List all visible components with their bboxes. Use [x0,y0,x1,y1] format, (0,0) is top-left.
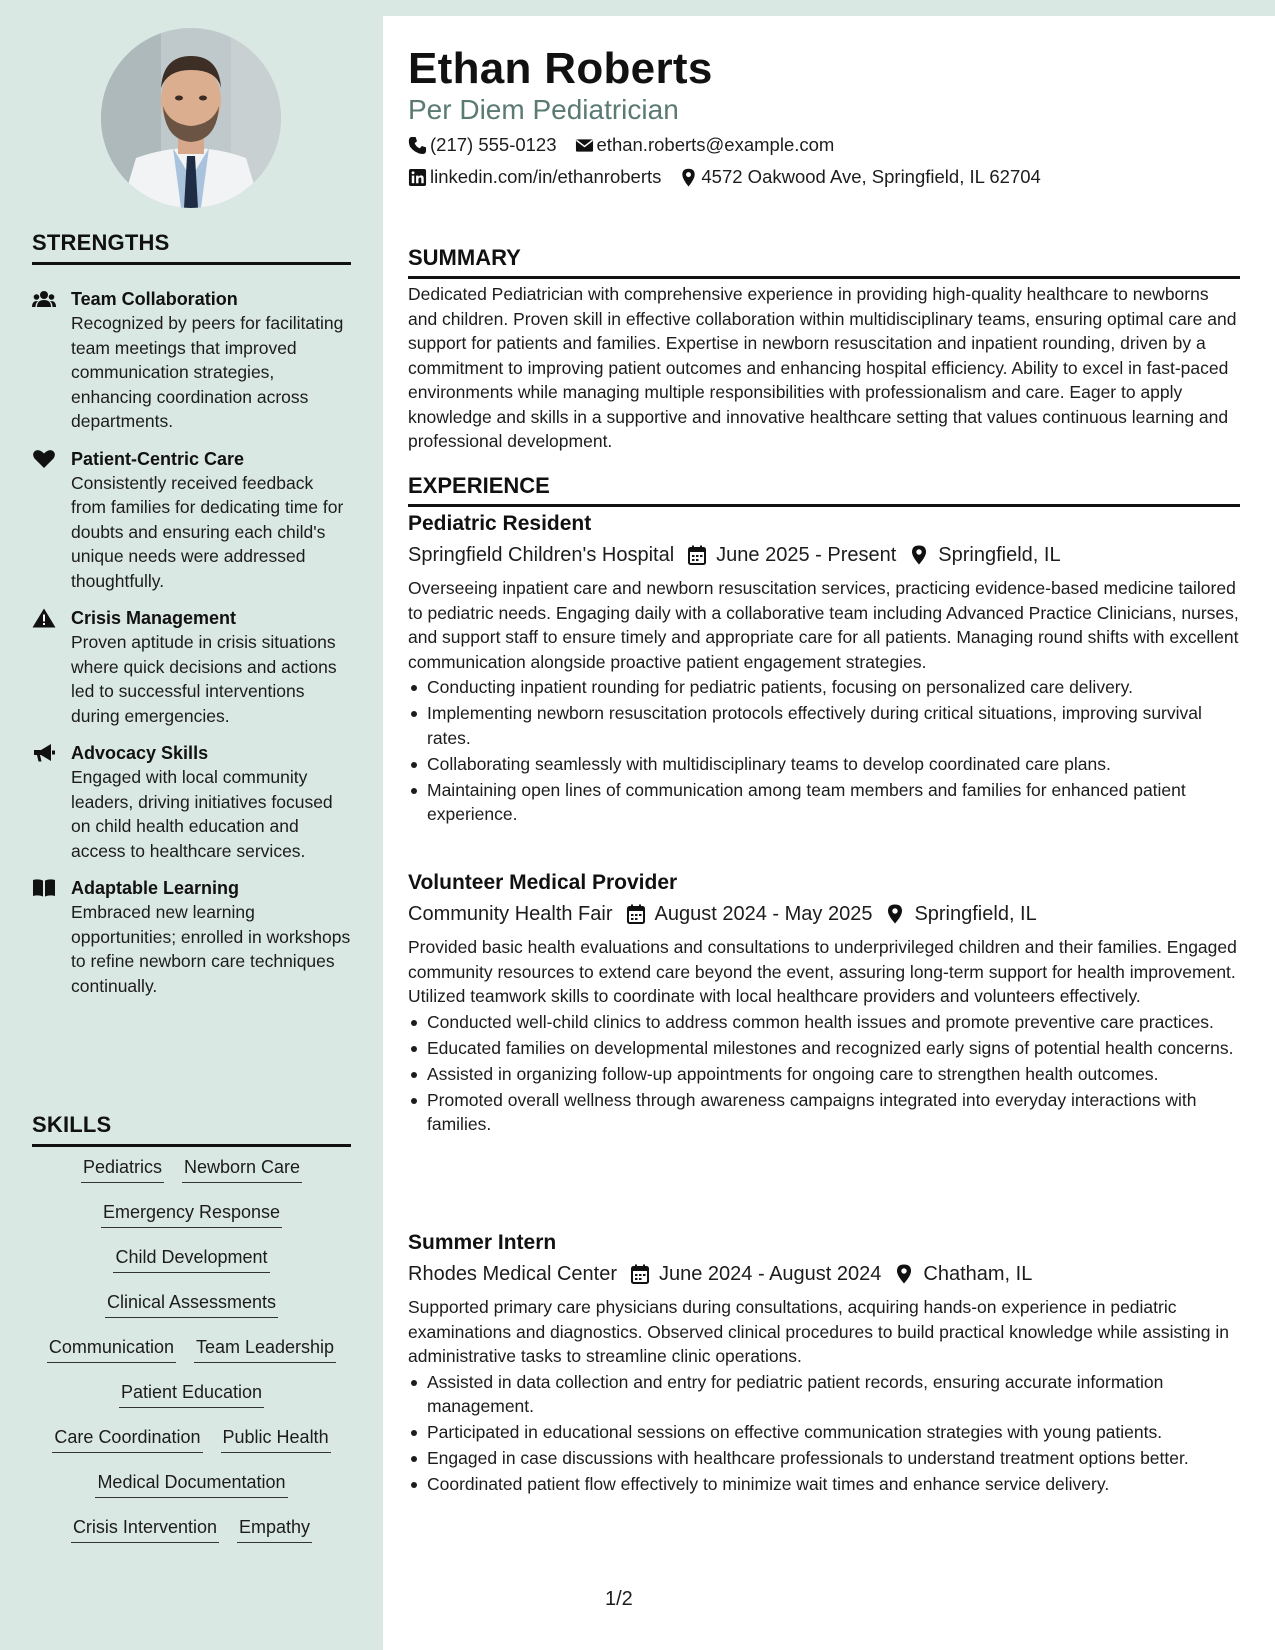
skills-row [32,1380,351,1425]
strength-desc: Recognized by peers for facilitating team meetings that improved communication strategies, enhancing coordination across departments. [71,313,344,431]
strength-desc: Engaged with local community leaders, driving initiatives focused on child health education and access to healthcare services. [71,767,333,861]
calendar-icon [688,545,706,565]
contact-row [408,166,1059,188]
calendar-icon [627,904,645,924]
job-location: Springfield, IL [914,903,1037,925]
job-bullet: Assisted in organizing follow-up appointments for ongoing care to strengthen health outcomes. [408,1062,1240,1087]
skills-list [32,1155,351,1560]
job-entry [408,510,1240,828]
job-description: Supported primary care physicians during consultations, acquiring hands-on experience in pediatric examinations and diagnostics. Observed clinical procedures to build practical knowledge while assisting in administrative tasks to streamline clinic operations. [408,1297,1229,1366]
job-bullet: Assisted in data collection and entry for pediatric patient records, ensuring accurate information management. [408,1370,1240,1419]
strength-desc: Embraced new learning opportunities; enrolled in workshops to refine newborn care techniques continually. [71,902,351,996]
job-description: Overseeing inpatient care and newborn resuscitation services, practicing evidence-based medicine tailored to pediatric needs. Engaging daily with a collaborative team including Advanced Practice Clinicians, nurses, and support staff to ensure timely and appropriate care for all patients. Managing round shifts with excellent communication alongside proactive patient engagement strategies. [408,578,1239,672]
skill-tag: Care Coordination [52,1425,202,1453]
job-bullets [408,1010,1240,1137]
sidebar [0,0,383,1650]
skills-row [32,1470,351,1515]
strength-item [32,447,352,594]
job-description: Provided basic health evaluations and consultations to underprivileged children and their families. Engaged community resources to extend care beyond the event, assuring long-term support for health improvement. Utilized teamwork skills to coordinate with local healthcare providers and volunteers effectively. [408,937,1237,1006]
job-bullet: Collaborating seamlessly with multidisciplinary teams to develop coordinated care plans. [408,752,1240,777]
experience-heading: EXPERIENCE [408,473,1240,507]
skill-tag: Empathy [237,1515,312,1543]
phone-icon [408,136,427,155]
skill-tag: Public Health [221,1425,331,1453]
book-icon [32,878,56,898]
skill-tag: Child Development [113,1245,269,1273]
warning-icon [32,608,56,628]
map-pin-icon [910,545,928,565]
main-content [383,16,1275,1650]
job-organization: Rhodes Medical Center [408,1263,617,1285]
strength-title: Advocacy Skills [71,743,209,763]
job-bullet: Implementing newborn resuscitation protocols effectively during critical situations, improving survival rates. [408,701,1240,750]
map-pin-icon [886,904,904,924]
address-contact [679,166,1040,188]
job-dates: June 2024 - August 2024 [659,1263,882,1285]
email-text: ethan.roberts@example.com [596,134,835,155]
skill-tag: Clinical Assessments [105,1290,278,1318]
skill-tag: Medical Documentation [95,1470,287,1498]
job-meta [408,899,1240,929]
skill-tag: Communication [47,1335,176,1363]
skills-heading: SKILLS [32,1112,351,1147]
profile-photo [101,28,281,208]
skill-tag: Pediatrics [81,1155,164,1183]
strength-item [32,741,352,863]
strengths-list [32,287,352,1011]
job-bullet: Conducted well-child clinics to address common health issues and promote preventive care practices. [408,1010,1240,1035]
summary-text: Dedicated Pediatrician with comprehensive experience in providing high-quality healthcare to newborns and children. Proven skill in effective collaboration within multidisciplinary teams, ensuring optimal care and support for patients and families. Expertise in newborn resuscitation and inpatient rounding, driven by a commitment to improving patient outcomes and enhancing hospital efficiency. Ability to excel in fast-paced environments while managing multiple responsibilities with professionalism and care. Eager to apply knowledge and skills in a supportive and innovative healthcare setting that values continuous learning and professional development. [408,284,1237,451]
summary-heading: SUMMARY [408,245,1240,279]
candidate-name: Ethan Roberts [408,44,713,93]
job-bullet: Conducting inpatient rounding for pediatric patients, focusing on personalized care delivery. [408,675,1240,700]
strengths-heading: STRENGTHS [32,230,351,265]
skill-tag: Newborn Care [182,1155,302,1183]
users-icon [32,289,56,309]
strength-title: Crisis Management [71,608,237,628]
strength-item [32,287,352,434]
job-organization: Community Health Fair [408,903,613,925]
contact-row [408,134,852,156]
linkedin-contact[interactable] [408,166,661,188]
strength-item [32,606,352,728]
strength-desc: Consistently received feedback from families for dedicating time for doubts and ensuring each child's unique needs were addressed thoughtfully. [71,472,344,591]
skills-row [32,1200,351,1245]
skill-tag: Team Leadership [194,1335,336,1363]
skills-row [32,1335,351,1380]
job-bullets [408,675,1240,827]
candidate-role: Per Diem Pediatrician [408,94,679,125]
avatar [101,28,281,208]
skills-row [32,1290,351,1335]
address-text: 4572 Oakwood Ave, Springfield, IL 62704 [701,166,1041,187]
map-pin-icon [679,168,698,187]
job-bullet: Participated in educational sessions on effective communication strategies with young patients. [408,1420,1240,1445]
skills-row [32,1515,351,1560]
job-location: Chatham, IL [923,1263,1033,1285]
job-bullet: Engaged in case discussions with healthcare professionals to understand treatment options better. [408,1446,1240,1471]
skills-row [32,1245,351,1290]
job-dates: August 2024 - May 2025 [654,903,873,925]
job-title: Pediatric Resident [408,512,592,535]
phone-text: (217) 555-0123 [430,134,557,155]
skill-tag: Patient Education [119,1380,264,1408]
job-entry [408,869,1240,1138]
job-bullets [408,1370,1240,1497]
linkedin-text: linkedin.com/in/ethanroberts [430,166,662,187]
email-contact[interactable] [575,134,835,156]
envelope-icon [575,136,594,155]
strength-title: Team Collaboration [71,289,238,309]
job-meta [408,1259,1240,1289]
strength-item [32,876,352,998]
skills-row [32,1155,351,1200]
job-bullet: Promoted overall wellness through awareness campaigns integrated into everyday interactions with families. [408,1088,1240,1137]
linkedin-icon [408,168,427,187]
strength-title: Adaptable Learning [71,878,240,898]
map-pin-icon [895,1264,913,1284]
calendar-icon [631,1264,649,1284]
job-bullet: Coordinated patient flow effectively to minimize wait times and enhance service delivery. [408,1472,1240,1497]
job-meta [408,540,1240,570]
job-location: Springfield, IL [938,544,1061,566]
skill-tag: Crisis Intervention [71,1515,219,1543]
job-entry [408,1229,1240,1498]
job-organization: Springfield Children's Hospital [408,544,675,566]
skill-tag: Emergency Response [101,1200,282,1228]
page-number: 1/2 [605,1588,633,1610]
job-title: Volunteer Medical Provider [408,871,678,894]
skills-row [32,1425,351,1470]
job-title: Summer Intern [408,1231,557,1254]
job-dates: June 2025 - Present [716,544,897,566]
heart-icon [32,449,56,469]
job-bullet: Maintaining open lines of communication among team members and families for enhanced patient experience. [408,778,1240,827]
job-bullet: Educated families on developmental milestones and recognized early signs of potential health concerns. [408,1036,1240,1061]
strength-title: Patient-Centric Care [71,448,245,469]
megaphone-icon [32,743,56,763]
phone-contact[interactable] [408,134,557,156]
strength-desc: Proven aptitude in crisis situations where quick decisions and actions led to successful interventions during emergencies. [71,632,337,726]
